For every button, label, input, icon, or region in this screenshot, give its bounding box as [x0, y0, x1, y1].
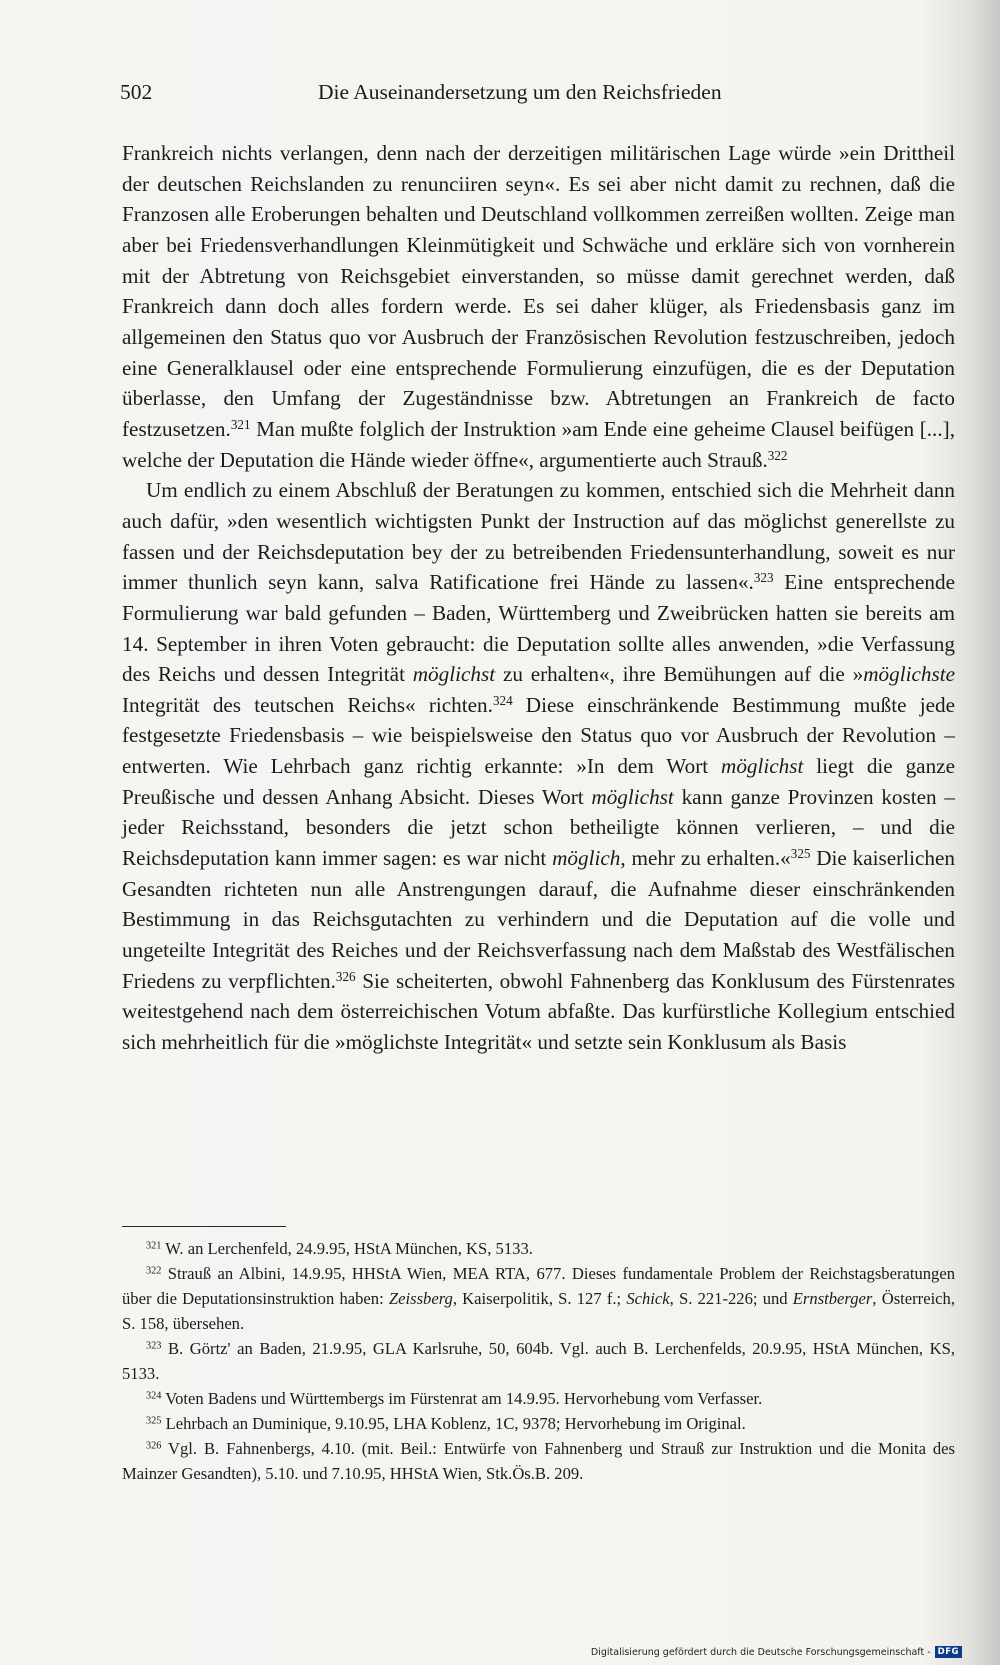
footnote-number: 322 [146, 1265, 162, 1277]
emphasis: Zeissberg [388, 1289, 453, 1308]
dfg-logo: DFG [935, 1646, 962, 1658]
footnote-number: 324 [146, 1390, 162, 1402]
footnote-ref: 321 [230, 416, 251, 432]
digitization-credit [591, 1646, 962, 1658]
footnote: $^{324}$ Voten Badens und Württembergs im Fürstenrat am 14.9.95. Hervorhebung vom Verfasser. [146, 1389, 763, 1408]
footnotes [122, 1236, 955, 1486]
paragraph: Um endlich zu einem Abschluß der Beratungen zu kommen, entschied sich die Mehrheit dann auch dafür, »den wesentlich wichtigsten Punkt der Instruction auf das möglichst generellste zu fassen und der Reichsdeputation bey der zu betreibenden Friedensunterhandlung, soweit es nur immer thunlich seyn kann, salva Ratificatione frei Hände zu lassen«.$^{323}$ Eine entsprechende Formulierung war bald gefunden – Baden, Württemberg und Zweibrücken hatten sie bereits am 14. September in ihren Voten gebraucht: die Deputation sollte alles anwenden, »die Verfassung des Reichs und dessen Integrität möglichst zu erhalten«, ihre Bemühungen auf die »möglichste Integrität des teutschen Reichs« richten.$^{324}$ Diese einschränkende Bestimmung mußte jede festgesetzte Friedensbasis – wie beispielsweise den Status quo vor Ausbruch der Revolution – entwerten. Wie Lehrbach ganz richtig erkannte: »In dem Wort möglichst liegt die ganze Preußische und dessen Anhang Absicht. Dieses Wort möglichst kann ganze Provinzen kosten – jeder Reichsstand, besonders die jetzt schon betheiligte können verlieren, – und die Reichsdeputation kann immer sagen: es war nicht möglich, mehr zu erhalten.«$^{325}$ Die kaiserlichen Gesandten richteten nun alle Anstrengungen darauf, die Aufnahme dieser einschränkenden Bestimmung in das Reichsgutachten zu verhindern und die Deputation auf die volle und ungeteilte Integrität des Reiches und der Reichsverfassung nach dem Maßstab des Westfälischen Friedens zu verpflichten.$^{326}$ Sie scheiterten, obwohl Fahnenberg das Konklusum des Fürstenrates weitestgehend nach dem österreichischen Votum abfaßte. Das kurfürstliche Kollegium entschied sich mehrheitlich für die »möglichste Integrität« und setzte sein Konklusum als Basis [122, 478, 955, 1055]
emphasis: möglichst [721, 754, 804, 779]
footnote-separator [122, 1226, 286, 1227]
footnote: $^{323}$ B. Görtz' an Baden, 21.9.95, GLA Karlsruhe, 50, 604b. Vgl. auch B. Lerchenfelds, 20.9.95, HStA München, KS, 5133. [122, 1339, 955, 1383]
footnote-ref: 324 [492, 692, 513, 708]
footnote-ref: 325 [790, 845, 811, 861]
paragraph: Frankreich nichts verlangen, denn nach der derzeitigen militärischen Lage würde »ein Drittheil der deutschen Reichslanden zu renunciiren seyn«. Es sei aber nicht damit zu rechnen, daß die Franzosen alle Eroberungen behalten und Deutschland vollkommen zerreißen wollten. Zeige man aber bei Friedensverhandlungen Kleinmütigkeit und Schwäche und erkläre sich von vornherein mit der Abtretung von Reichsgebiet einverstanden, so müsse damit gerechnet werden, daß Frankreich dann doch alles fordern werde. Es sei daher klüger, als Friedensbasis ganz im allgemeinen den Status quo vor Ausbruch der Französischen Revolution festzuschreiben, jedoch eine Generalklausel oder eine entsprechende Formulierung einzufügen, die es der Deputation überlasse, den Umfang der Zugeständnisse bzw. Abtretungen an Frankreich de facto festzusetzen.$^{321}$ Man mußte folglich der Instruktion »am Ende eine geheime Clausel beifügen [...], welche der Deputation die Hände wieder öffne«, argumentierte auch Strauß.$^{322}$ [122, 141, 955, 472]
main-text [122, 138, 955, 1058]
page-header [120, 78, 960, 106]
running-title: Die Auseinandersetzung um den Reichsfrieden [318, 80, 722, 104]
footnote: $^{325}$ Lehrbach an Duminique, 9.10.95, LHA Koblenz, 1C, 9378; Hervorhebung im Original. [146, 1414, 746, 1433]
footnote-number: 325 [146, 1415, 162, 1427]
credit-text: Digitalisierung gefördert durch die Deutsche Forschungsgemeinschaft - [590, 1646, 931, 1658]
emphasis: Schick [626, 1289, 670, 1308]
footnote-ref: 322 [767, 447, 788, 463]
footnote-number: 323 [146, 1340, 162, 1352]
emphasis: Ernstberger [792, 1289, 873, 1308]
footnote-ref: 323 [753, 569, 774, 585]
footnote-ref: 326 [335, 968, 356, 984]
emphasis: möglich [552, 846, 621, 871]
footnote: $^{326}$ Vgl. B. Fahnenbergs, 4.10. (mit. Beil.: Entwürfe von Fahnenberg und Strauß zur Instruktion und die Monita des Mainzer Gesandten), 5.10. und 7.10.95, HHStA Wien, Stk.Ös.B. 209. [122, 1439, 955, 1483]
page-number: 502 [120, 80, 153, 104]
emphasis: möglichste [863, 662, 955, 687]
emphasis: möglichst [412, 662, 496, 687]
footnote-number: 321 [146, 1240, 162, 1252]
footnote: $^{321}$ W. an Lerchenfeld, 24.9.95, HStA München, KS, 5133. [146, 1239, 533, 1258]
footnote: $^{322}$ Strauß an Albini, 14.9.95, HHStA Wien, MEA RTA, 677. Dieses fundamentale Problem der Reichstagsberatungen über die Deputationsinstruktion haben: Zeissberg, Kaiserpolitik, S. 127 f.; Schick, S. 221-226; und Ernstberger, Österreich, S. 158, übersehen. [122, 1264, 955, 1333]
emphasis: möglichst [591, 784, 674, 809]
footnote-number: 326 [146, 1440, 162, 1452]
